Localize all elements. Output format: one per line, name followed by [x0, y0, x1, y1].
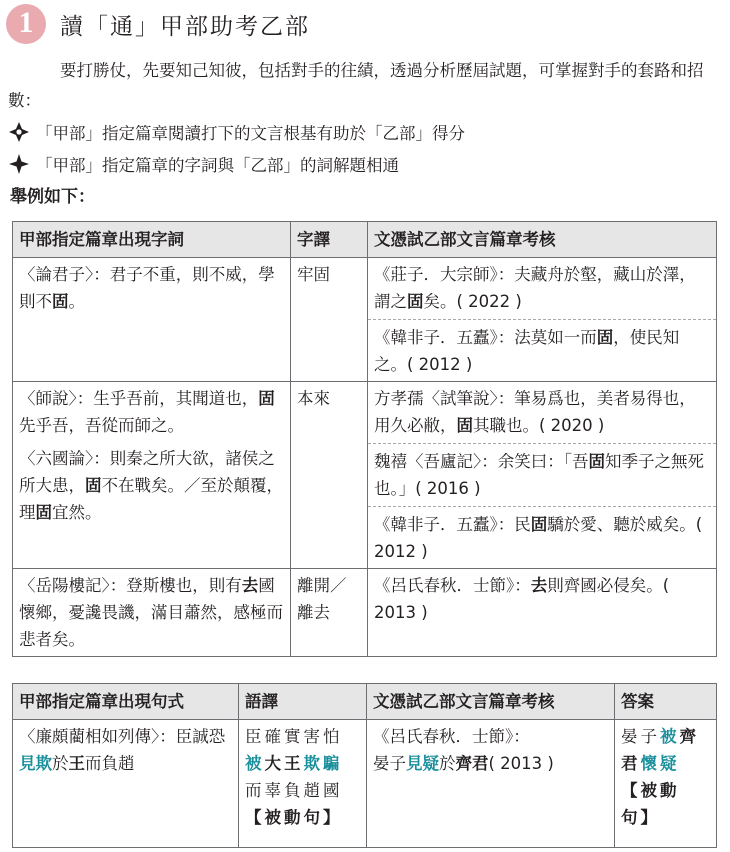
section-title-row	[6, 4, 310, 44]
source-text: 於	[52, 754, 69, 773]
exam-cell	[368, 258, 717, 382]
bullet-item-1	[8, 118, 465, 146]
exam-item	[374, 261, 710, 315]
source-text: 〈廉頗藺相如列傳〉：臣誠恐	[19, 727, 226, 746]
key-word: 齊君	[455, 754, 489, 773]
key-word: 王	[68, 754, 85, 773]
exam-text: 《韓非子．五蠹》：法莫如一而	[374, 328, 597, 347]
key-word: 見疑	[406, 754, 439, 773]
header-exam: 文憑試乙部文言篇章考核	[367, 684, 615, 720]
table-header-row	[13, 684, 717, 720]
source-cell	[13, 569, 291, 657]
badge-number: 1	[18, 6, 34, 39]
exam-text: 方孝孺〈試筆說〉：筆易爲也，美者易得也，用久必敝，	[374, 389, 696, 435]
page-title: 讀「通」甲部助考乙部	[60, 13, 310, 40]
meaning-cell: 本來	[291, 382, 368, 569]
key-word: 固	[456, 416, 473, 435]
source-text: 〈師說〉：生乎吾前，其聞道也，	[19, 389, 259, 408]
source-cell	[13, 258, 291, 382]
source-text: 〈論君子〉：君子不重，則不威，學則不	[19, 265, 275, 311]
key-word: 見欺	[19, 754, 52, 773]
bullet-item-2	[8, 150, 399, 178]
table-row	[13, 720, 717, 848]
vocabulary-table	[12, 221, 717, 657]
source-text: 先乎吾，吾從而師之。	[19, 416, 184, 435]
source-text: 。	[68, 292, 85, 311]
exam-text: 矣。( 2022 )	[423, 292, 522, 311]
table-header-row	[13, 222, 717, 258]
meaning-cell: 牢固	[291, 258, 368, 382]
star-bullet-icon	[8, 153, 30, 175]
key-word: 去	[241, 576, 259, 595]
exam-text: 魏禧〈吾廬記〉：余笑曰：「吾	[374, 452, 589, 471]
key-word: 去	[530, 576, 548, 595]
source-text: 宜然。	[52, 503, 102, 522]
header-meaning: 字譯	[291, 222, 368, 258]
key-word: 大王	[264, 754, 304, 773]
exam-text: ( 2013 )	[488, 754, 554, 773]
exam-item	[368, 443, 716, 502]
header-translation: 語譯	[239, 684, 367, 720]
translation-cell	[239, 720, 367, 848]
key-word: 固	[258, 389, 275, 408]
source-item	[19, 445, 284, 526]
source-text: 國懷鄉，憂讒畏譏，滿目蕭然，感極而悲者矣。	[19, 576, 283, 649]
key-word: 被	[660, 727, 680, 746]
key-word: 齊君	[621, 727, 699, 773]
key-word: 固	[530, 515, 548, 534]
key-word: 固	[407, 292, 424, 311]
exam-text: ，使民知之。( 2012 )	[374, 328, 680, 374]
key-word: 固	[596, 328, 614, 347]
answer-cell	[615, 720, 717, 848]
exam-text: 於	[439, 754, 456, 773]
key-word: 固	[588, 452, 605, 471]
header-source-sentence: 甲部指定篇章出現句式	[13, 684, 239, 720]
exam-item	[368, 506, 716, 565]
exam-cell	[368, 569, 717, 657]
example-heading: 舉例如下：	[10, 187, 95, 207]
translation-text: 臣確實害怕	[245, 727, 343, 746]
sentence-pattern-table	[12, 683, 717, 848]
exam-text: 晏子	[373, 754, 406, 773]
key-word: 懷疑	[640, 754, 680, 773]
table-row	[13, 569, 717, 657]
diamond-bullet-icon	[8, 121, 30, 143]
exam-text: 則齊國必侵矣。( 2013 )	[374, 576, 670, 622]
exam-text: 《呂氏春秋．士節》：	[373, 727, 530, 746]
meaning-cell: 離開／離去	[291, 569, 368, 657]
source-cell	[13, 720, 239, 848]
exam-cell	[367, 720, 615, 848]
table-row	[13, 258, 717, 382]
header-exam: 文憑試乙部文言篇章考核	[368, 222, 717, 258]
source-cell	[13, 382, 291, 569]
bullet-text-1: 「甲部」指定篇章閱讀打下的文言根基有助於「乙部」得分	[36, 124, 465, 143]
sentence-type-tag: 【被動句】	[245, 808, 343, 827]
key-word: 欺騙	[303, 754, 343, 773]
exam-text: 其職也。( 2020 )	[473, 416, 605, 435]
exam-text: 《莊子．大宗師》：夫藏舟於壑，藏山於澤，謂之	[374, 265, 696, 311]
exam-text: 知季子之無死也。」( 2016 )	[374, 452, 704, 498]
exam-item	[374, 385, 710, 439]
source-text: 〈岳陽樓記〉：登斯樓也，則有	[19, 576, 242, 595]
source-item	[19, 385, 284, 439]
exam-text: 《韓非子．五蠹》：民	[374, 515, 531, 534]
translation-text: 而辜負趙國	[245, 781, 343, 800]
source-text: 不在戰矣。／至於顛覆，理	[19, 476, 283, 522]
key-word: 固	[52, 292, 69, 311]
sentence-type-tag: 【被動句】	[621, 781, 680, 827]
bullet-text-2: 「甲部」指定篇章的字詞與「乙部」的詞解題相通	[36, 156, 399, 175]
exam-item	[368, 319, 716, 378]
exam-text: 《呂氏春秋．士節》：	[374, 576, 531, 595]
exam-text: 驕於愛、聽於威矣。( 2012 )	[374, 515, 703, 561]
key-word: 固	[85, 476, 102, 495]
header-answer: 答案	[615, 684, 717, 720]
table-row	[13, 382, 717, 569]
source-text: 〈六國論〉：則秦之所大欲，諸侯之所大患，	[19, 449, 275, 495]
key-word: 固	[35, 503, 52, 522]
exam-cell	[368, 382, 717, 569]
section-number-badge	[6, 4, 46, 44]
answer-text: 晏子	[621, 727, 660, 746]
header-source-words: 甲部指定篇章出現字詞	[13, 222, 291, 258]
source-text: 而負趙	[85, 754, 135, 773]
intro-paragraph: 要打勝仗，先要知己知彼，包括對手的往績，透過分析歷屆試題，可掌握對手的套路和招數：	[8, 61, 704, 110]
key-word: 被	[245, 754, 265, 773]
